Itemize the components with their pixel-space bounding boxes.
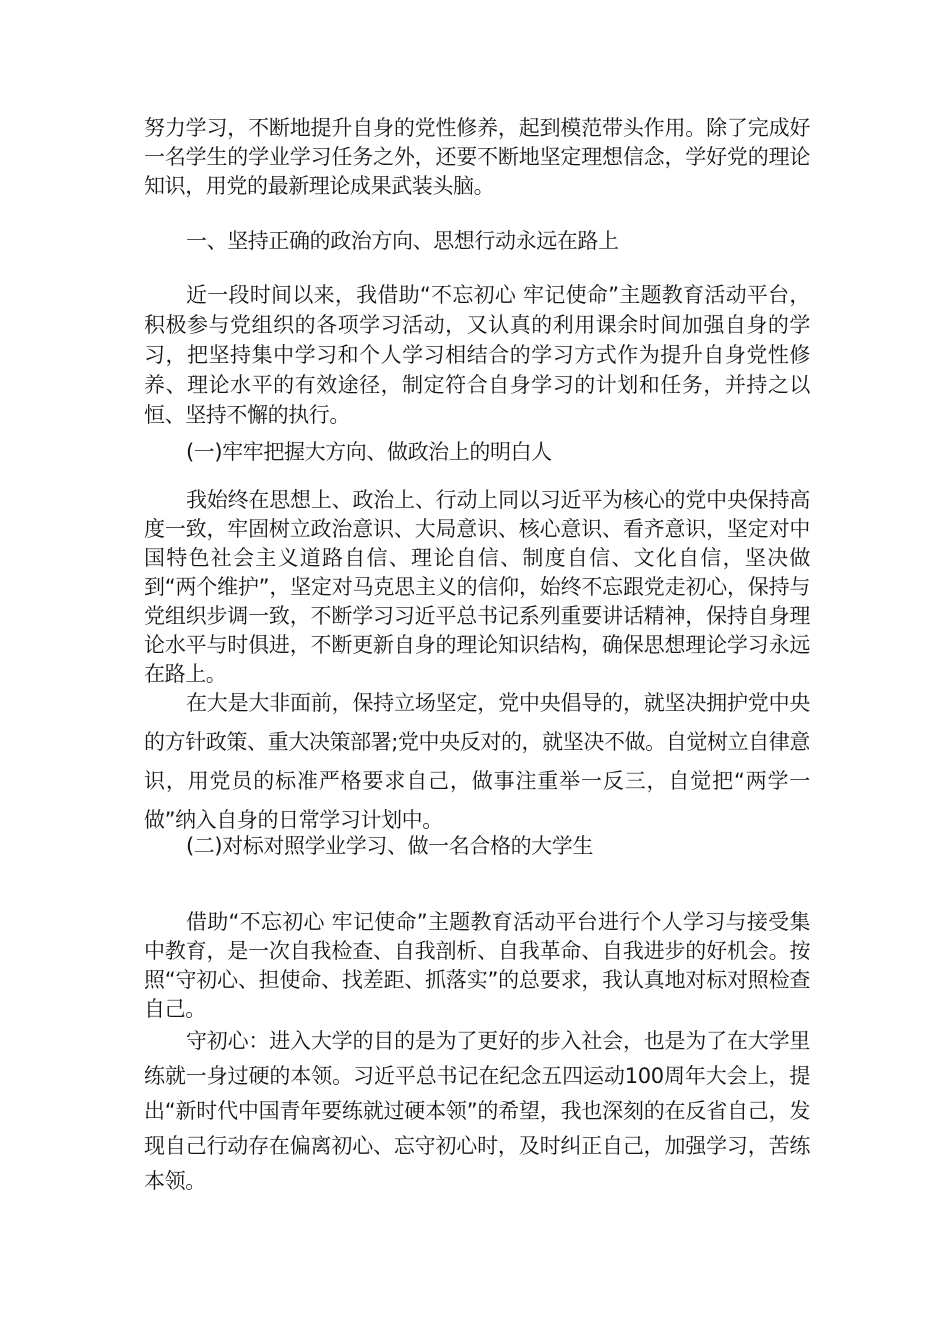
paragraph-section-1: 近一段时间以来，我借助“不忘初心 牢记使命”主题教育活动平台，积极参与党组织的各项学习活动，又认真的利用课余时间加强自身的学习，把坚持集中学习和个人学习相结合的学习方式作为提升自身党性修养、理论水平的有效途径，制定符合自身学习的计划和任务，并持之以恒、坚持不懈的执行。 <box>144 283 810 427</box>
heading-section-1: 一、坚持正确的政治方向、思想行动永远在路上 <box>186 229 619 253</box>
paragraph-self-check: 借助“不忘初心 牢记使命”主题教育活动平台进行个人学习与接受集中教育，是一次自我检查、自我剖析、自我革命、自我进步的好机会。按照“守初心、担使命、找差距、抓落实”的总要求，我认真地对标对照检查自己。 <box>144 910 810 1021</box>
paragraph-keep-original-aspiration: 守初心：进入大学的目的是为了更好的步入社会，也是为了在大学里练就一身过硬的本领。习近平总书记在纪念五四运动100周年大会上，提出“新时代中国青年要练就过硬本领”的希望，我也深刻的在反省自己，发现自己行动存在偏离初心、忘守初心时，及时纠正自己，加强学习，苦练本领。 <box>144 1029 810 1193</box>
heading-subsection-2: (二)对标对照学业学习、做一名合格的大学生 <box>186 834 593 858</box>
heading-subsection-1: (一)牢牢把握大方向、做政治上的明白人 <box>186 440 552 464</box>
paragraph-political-stance: 我始终在思想上、政治上、行动上同以习近平为核心的党中央保持高度一致，牢固树立政治意识、大局意识、核心意识、看齐意识，坚定对中国特色社会主义道路自信、理论自信、制度自信、文化自信，坚决做到“两个维护”，坚定对马克思主义的信仰，始终不忘跟党走初心，保持与党组织步调一致，不断学习习近平总书记系列重要讲话精神，保持自身理论水平与时俱进，不断更新自身的理论知识结构，确保思想理论学习永远在路上。 <box>144 488 810 686</box>
paragraph-firm-position: 在大是大非面前，保持立场坚定，党中央倡导的，就坚决拥护党中央的方针政策、重大决策部署;党中央反对的，就坚决不做。自觉树立自律意识，用党员的标准严格要求自己，做事注重举一反三，自觉把“两学一做”纳入自身的日常学习计划中。 <box>144 691 810 832</box>
paragraph-intro: 努力学习，不断地提升自身的党性修养，起到模范带头作用。除了完成好一名学生的学业学习任务之外，还要不断地坚定理想信念，学好党的理论知识，用党的最新理论成果武装头脑。 <box>144 116 810 198</box>
